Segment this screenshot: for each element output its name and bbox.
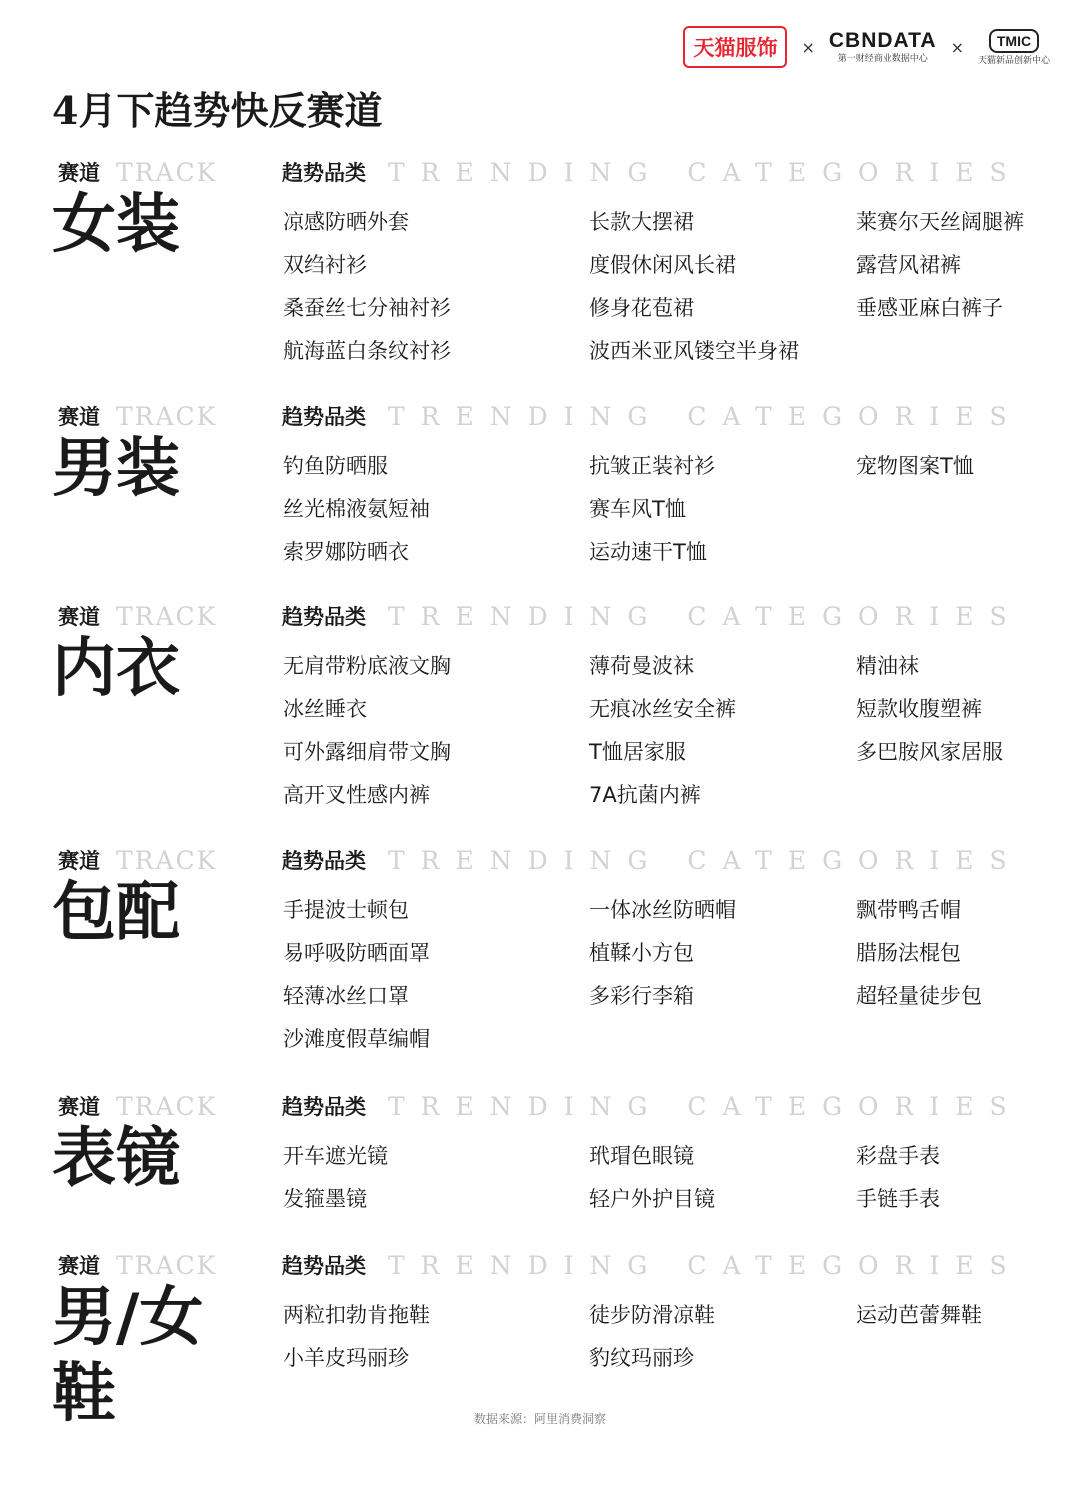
trending-header: [282, 1250, 1023, 1280]
trend-item: 超轻量徒步包: [856, 984, 982, 1008]
trend-item: 波西米亚风镂空半身裙: [589, 339, 799, 363]
tmic-logo-subtitle: 天猫新品创新中心: [977, 55, 1050, 66]
trend-column: [283, 1294, 430, 1380]
track-label-en: TRACK: [116, 845, 218, 875]
trending-header: [282, 845, 1023, 875]
trend-column: [856, 1294, 982, 1337]
trend-item: T恤居家服: [589, 740, 686, 764]
trend-item: 7A抗菌内裤: [589, 783, 701, 807]
trending-label: 趋势品类: [282, 605, 366, 629]
logo-bar: [683, 26, 1050, 68]
trend-column: [283, 889, 430, 1061]
trend-item: 发箍墨镜: [283, 1187, 367, 1211]
trend-item: 航海蓝白条纹衬衫: [283, 339, 451, 363]
track-label-en: TRACK: [116, 601, 218, 631]
tmic-logo: [978, 29, 1050, 66]
track-header: [58, 1091, 217, 1121]
trend-column: [589, 1294, 715, 1380]
trend-item: 运动速干T恤: [589, 540, 707, 564]
cbndata-logo-subtitle: 第一财经商业数据中心: [837, 54, 928, 64]
trend-item: 植鞣小方包: [589, 941, 694, 965]
trend-column: [856, 645, 1003, 774]
trend-column: [589, 201, 799, 373]
trending-label: 趋势品类: [282, 405, 366, 429]
trend-item: 飘带鸭舌帽: [856, 898, 961, 922]
trend-item: 可外露细肩带文胸: [283, 740, 451, 764]
trend-item: 运动芭蕾舞鞋: [856, 1303, 982, 1327]
trend-column: [856, 445, 974, 488]
track-header: [58, 845, 217, 875]
logo-separator: ×: [950, 37, 964, 57]
track-label-en: TRACK: [116, 1091, 218, 1121]
tmall-logo: 天猫服饰: [683, 26, 787, 68]
trending-label: 趋势品类: [282, 1095, 366, 1119]
trend-item: 薄荷曼波袜: [589, 654, 694, 678]
trend-column: [856, 889, 982, 1018]
cbndata-logo-text: CBNDATA: [828, 29, 937, 52]
track-label: 赛道: [58, 405, 100, 429]
trend-item: 彩盘手表: [856, 1144, 940, 1168]
track-label: 赛道: [58, 1095, 100, 1119]
trend-item: 轻户外护目镜: [589, 1187, 715, 1211]
trend-item: 豹纹玛丽珍: [589, 1346, 694, 1370]
trend-item: 小羊皮玛丽珍: [283, 1346, 409, 1370]
trend-item: 手提波士顿包: [283, 898, 409, 922]
trend-column: [589, 1135, 715, 1221]
track-label: 赛道: [58, 1254, 100, 1278]
trend-item: 一体冰丝防晒帽: [589, 898, 736, 922]
trend-item: 宠物图案T恤: [856, 454, 974, 478]
trend-item: 精油袜: [856, 654, 919, 678]
trending-header: [282, 1091, 1023, 1121]
track-header: [58, 157, 217, 187]
track-header: [58, 1250, 217, 1280]
trend-item: 多彩行李箱: [589, 984, 694, 1008]
trend-item: 索罗娜防晒衣: [283, 540, 409, 564]
trend-item: 修身花苞裙: [589, 296, 694, 320]
trend-item: 丝光棉液氨短袖: [283, 497, 430, 521]
category-name: 内衣: [52, 631, 180, 706]
trend-item: 腊肠法棍包: [856, 941, 961, 965]
tmic-logo-text: TMIC: [989, 29, 1039, 53]
trend-column: [589, 645, 736, 817]
trending-header: [282, 601, 1023, 631]
logo-separator: ×: [801, 37, 815, 57]
trend-item: 赛车风T恤: [589, 497, 686, 521]
trending-label: 趋势品类: [282, 849, 366, 873]
trend-column: [589, 889, 736, 1018]
trending-label: 趋势品类: [282, 1254, 366, 1278]
trend-item: 露营风裙裤: [856, 253, 961, 277]
trend-item: 手链手表: [856, 1187, 940, 1211]
data-source-note: 数据来源：阿里消费洞察: [473, 1412, 606, 1426]
trend-item: 两粒扣勃肯拖鞋: [283, 1303, 430, 1327]
trend-item: 开车遮光镜: [283, 1144, 388, 1168]
trend-column: [283, 201, 451, 373]
trend-item: 度假休闲风长裙: [589, 253, 736, 277]
cbndata-logo: [829, 30, 937, 64]
trend-item: 玳瑁色眼镜: [589, 1144, 694, 1168]
trend-item: 钓鱼防晒服: [283, 454, 388, 478]
trend-column: [283, 1135, 388, 1221]
trend-item: 垂感亚麻白裤子: [856, 296, 1003, 320]
category-name: 男/女 鞋: [52, 1280, 204, 1431]
track-label-en: TRACK: [116, 1250, 218, 1280]
trend-item: 易呼吸防晒面罩: [283, 941, 430, 965]
trending-label-en: TRENDING CATEGORIES: [388, 401, 1023, 431]
track-label-en: TRACK: [116, 157, 218, 187]
track-label: 赛道: [58, 161, 100, 185]
track-header: [58, 401, 217, 431]
trend-item: 凉感防晒外套: [283, 210, 409, 234]
trending-label-en: TRENDING CATEGORIES: [388, 601, 1023, 631]
trend-column: [856, 1135, 940, 1221]
trending-label-en: TRENDING CATEGORIES: [388, 1091, 1023, 1121]
trend-column: [589, 445, 715, 574]
category-name: 包配: [52, 875, 180, 950]
trend-item: 桑蚕丝七分袖衬衫: [283, 296, 451, 320]
trend-item: 沙滩度假草编帽: [283, 1027, 430, 1051]
track-label-en: TRACK: [116, 401, 218, 431]
trend-item: 高开叉性感内裤: [283, 783, 430, 807]
trend-item: 多巴胺风家居服: [856, 740, 1003, 764]
trending-label-en: TRENDING CATEGORIES: [388, 845, 1023, 875]
trending-label-en: TRENDING CATEGORIES: [388, 157, 1023, 187]
trend-column: [283, 445, 430, 574]
track-label: 赛道: [58, 605, 100, 629]
trend-item: 轻薄冰丝口罩: [283, 984, 409, 1008]
category-name: 女装: [52, 187, 180, 262]
category-name: 表镜: [52, 1121, 180, 1196]
trending-header: [282, 401, 1023, 431]
trend-item: 徒步防滑凉鞋: [589, 1303, 715, 1327]
trend-item: 双绉衬衫: [283, 253, 367, 277]
trend-column: [856, 201, 1024, 330]
trend-item: 无肩带粉底液文胸: [283, 654, 451, 678]
track-label: 赛道: [58, 849, 100, 873]
trend-item: 长款大摆裙: [589, 210, 694, 234]
trending-header: [282, 157, 1023, 187]
trend-item: 无痕冰丝安全裤: [589, 697, 736, 721]
trend-item: 短款收腹塑裤: [856, 697, 982, 721]
category-name: 男装: [52, 431, 180, 506]
trend-item: 冰丝睡衣: [283, 697, 367, 721]
trend-column: [283, 645, 451, 817]
trending-label: 趋势品类: [282, 161, 366, 185]
track-header: [58, 601, 217, 631]
trend-item: 抗皱正装衬衫: [589, 454, 715, 478]
trend-item: 莱赛尔天丝阔腿裤: [856, 210, 1024, 234]
trending-label-en: TRENDING CATEGORIES: [388, 1250, 1023, 1280]
page-title: 4月下趋势快反赛道: [52, 88, 383, 133]
